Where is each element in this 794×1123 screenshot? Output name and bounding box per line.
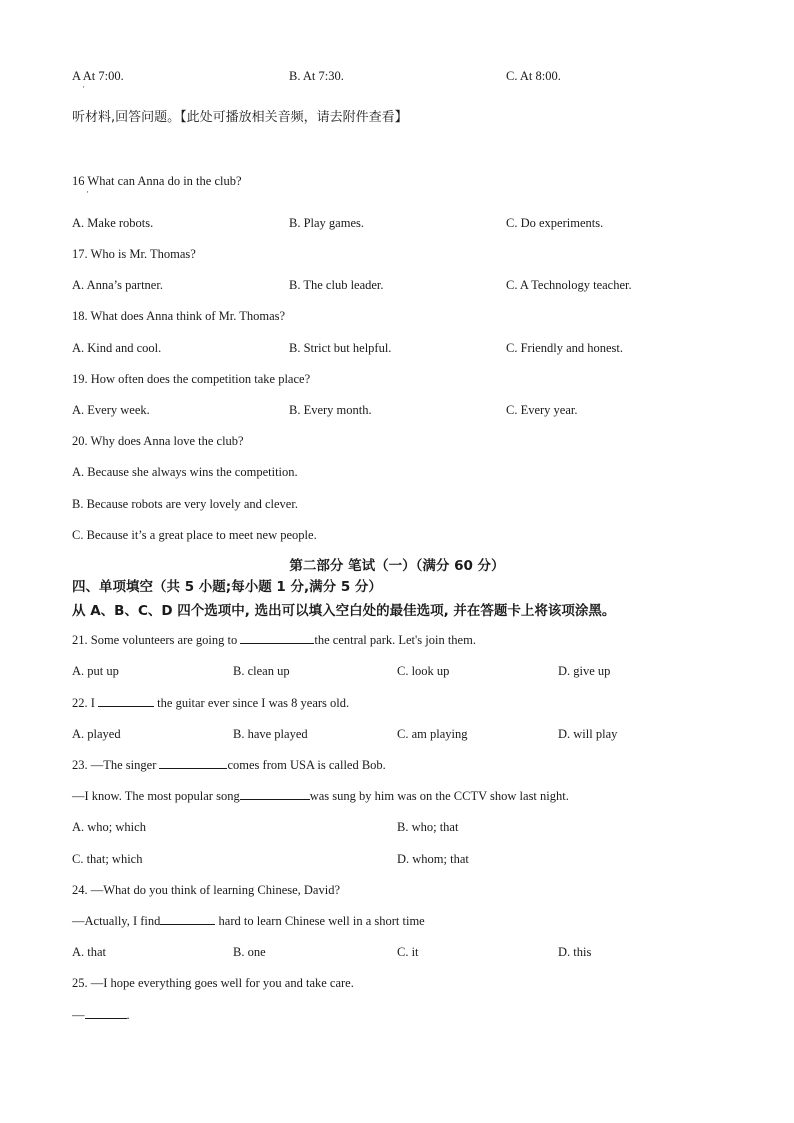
listen-instruction: 听材料,回答问题。【此处可播放相关音频，请去附件查看】 — [72, 110, 408, 125]
q24-line2-pre: —Actually, I find — [72, 914, 161, 928]
q23-line2-pre: —I know. The most popular song — [72, 789, 240, 803]
q21-stem-post: the central park. Let's join them. — [314, 633, 476, 647]
q19-option-b: B. Every month. — [289, 403, 372, 417]
answer-blank — [160, 913, 215, 925]
q21-stem — [72, 632, 476, 648]
q18-stem: 18. What does Anna think of Mr. Thomas? — [72, 309, 286, 323]
q15-option-b: B. At 7:30. — [289, 69, 344, 83]
q22-stem-post: the guitar ever since I was 8 years old. — [154, 696, 350, 710]
q15-option-a: A At 7:00. — [72, 69, 124, 83]
q19-option-a: A. Every week. — [72, 403, 150, 417]
q18-option-b: B. Strict but helpful. — [289, 341, 392, 355]
q23-option-a: A. who; which — [72, 820, 146, 834]
answer-blank — [85, 1007, 127, 1019]
q24-option-c: C. it — [397, 945, 419, 959]
q23-line1-pre: 23. —The singer — [72, 758, 160, 772]
q23-line1 — [72, 757, 386, 773]
q25-line2-post: . — [126, 1008, 130, 1022]
q22-option-a: A. played — [72, 727, 121, 741]
q20-option-c: C. Because it’s a great place to meet new people. — [72, 528, 317, 542]
answer-blank — [240, 788, 310, 800]
q17-option-a: A. Anna’s partner. — [72, 278, 163, 292]
q18-option-c: C. Friendly and honest. — [506, 341, 624, 355]
q22-stem-pre: 22. I — [72, 696, 99, 710]
q22-option-d: D. will play — [558, 727, 618, 741]
q23-option-d: D. whom; that — [397, 852, 469, 866]
q25-line2-pre: — — [72, 1008, 85, 1022]
q16-option-c: C. Do experiments. — [506, 216, 604, 230]
q23-line1-post: comes from USA is called Bob. — [227, 758, 386, 772]
q16-option-a: A. Make robots. — [72, 216, 154, 230]
q22-option-b: B. have played — [233, 727, 308, 741]
dot-mark: · — [86, 187, 89, 197]
q22-option-c: C. am playing — [397, 727, 468, 741]
q17-option-b: B. The club leader. — [289, 278, 384, 292]
q20-option-a: A. Because she always wins the competition. — [72, 465, 298, 479]
q17-stem: 17. Who is Mr. Thomas? — [72, 247, 196, 261]
answer-blank — [159, 757, 227, 769]
q23-option-b: B. who; that — [397, 820, 459, 834]
q16-option-b: B. Play games. — [289, 216, 364, 230]
section4-title: 四、单项填空（共 5 小题;每小题 1 分,满分 5 分） — [72, 579, 382, 595]
q23-option-c: C. that; which — [72, 852, 143, 866]
answer-blank — [98, 695, 154, 707]
answer-blank — [240, 632, 314, 644]
q24-option-d: D. this — [558, 945, 592, 959]
q20-option-b: B. Because robots are very lovely and clever. — [72, 497, 298, 511]
q20-stem: 20. Why does Anna love the club? — [72, 434, 244, 448]
part2-title: 第二部分 笔试（一）（满分 60 分） — [289, 558, 505, 574]
section4-instruction: 从 A、B、C、D 四个选项中, 选出可以填入空白处的最佳选项, 并在答题卡上将该项涂黑。 — [72, 603, 616, 619]
q21-option-d: D. give up — [558, 664, 611, 678]
q21-stem-pre: 21. Some volunteers are going to — [72, 633, 241, 647]
dot-mark: · — [82, 82, 85, 92]
q17-option-c: C. A Technology teacher. — [506, 278, 632, 292]
q23-line2 — [72, 788, 569, 804]
q25-stem: 25. —I hope everything goes well for you and take care. — [72, 976, 354, 990]
q19-option-c: C. Every year. — [506, 403, 578, 417]
q24-line2-post: hard to learn Chinese well in a short time — [215, 914, 425, 928]
q16-stem: 16 What can Anna do in the club? — [72, 174, 242, 188]
q21-option-c: C. look up — [397, 664, 450, 678]
q23-line2-post: was sung by him was on the CCTV show last night. — [309, 789, 569, 803]
q15-option-c: C. At 8:00. — [506, 69, 561, 83]
q24-option-a: A. that — [72, 945, 107, 959]
q18-option-a: A. Kind and cool. — [72, 341, 162, 355]
q22-stem — [72, 695, 349, 711]
q21-option-a: A. put up — [72, 664, 119, 678]
q24-option-b: B. one — [233, 945, 266, 959]
q19-stem: 19. How often does the competition take place? — [72, 372, 311, 386]
q24-line2 — [72, 913, 425, 929]
q24-stem: 24. —What do you think of learning Chinese, David? — [72, 883, 340, 897]
q25-line2 — [72, 1007, 130, 1023]
q21-option-b: B. clean up — [233, 664, 290, 678]
